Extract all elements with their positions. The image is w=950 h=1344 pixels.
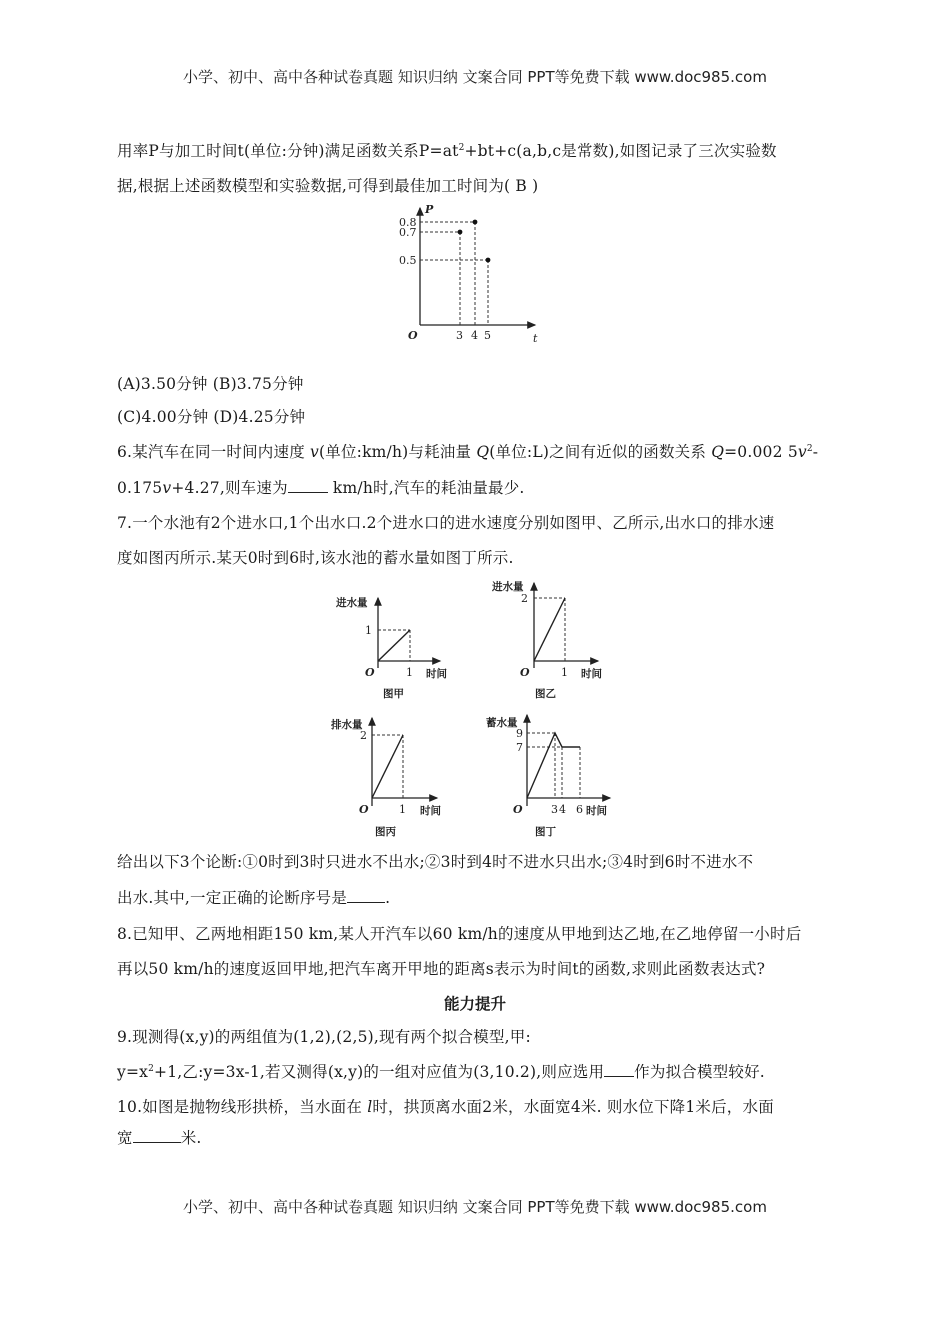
q5-text-b: +bt+c(a,b,c是常数),如图记录了三次实验数	[464, 142, 777, 160]
q6-text: km/h时,汽车的耗油量最少.	[327, 479, 525, 497]
x-axis-label: 时间	[581, 668, 602, 680]
y-tick: 7	[516, 741, 523, 754]
figure-bing	[330, 718, 441, 838]
origin-label: O	[520, 666, 530, 679]
figure-jia	[335, 596, 447, 700]
y-tick: 1	[365, 624, 372, 637]
q5-text-a: 用率P与加工时间t(单位:分钟)满足函数关系P=at	[117, 142, 459, 160]
y-axis-label: 进水量	[492, 581, 524, 593]
x-tick: 4	[559, 803, 566, 816]
y-tick: 2	[521, 592, 528, 605]
x-tick: 1	[399, 803, 406, 816]
q7-line4	[117, 886, 390, 908]
var-Q: Q	[476, 443, 490, 461]
var-v: v	[162, 479, 172, 497]
y-axis-label: P	[425, 203, 434, 216]
y-tick: 0.8	[399, 216, 417, 229]
q9-text: 作为拟合模型较好.	[634, 1063, 765, 1081]
var-Q: Q	[711, 443, 725, 461]
q5-sup: 2	[458, 142, 465, 153]
answer-blank[interactable]	[347, 888, 385, 903]
y-tick: 9	[516, 727, 523, 740]
section-title: 能力提升	[443, 995, 506, 1013]
answer-blank[interactable]	[288, 478, 328, 493]
q10-text: 10.如图是抛物线形拱桥，当水面在	[117, 1098, 368, 1116]
answer-blank[interactable]	[133, 1128, 181, 1143]
q6-text: 0.175	[117, 479, 163, 497]
x-tick: 6	[576, 803, 583, 816]
figure-caption: 图丁	[535, 826, 556, 838]
q7-line1: 7.一个水池有2个进水口,1个出水口.2个进水口的进水速度分别如图甲、乙所示,出水口的排水速	[117, 514, 775, 532]
y-tick: 0.7	[399, 226, 417, 239]
x-axis-label: 时间	[586, 805, 607, 817]
q5-options-row1: (A)3.50分钟 (B)3.75分钟	[117, 375, 304, 393]
q9-text: +1,乙:y=3x-1,若又测得(x,y)的一组对应值为(3,10.2),则应选用	[154, 1063, 605, 1081]
q7-text: 出水.其中,一定正确的论断序号是	[117, 889, 348, 907]
x-tick: 1	[561, 666, 568, 679]
q6-text: (单位:km/h)与耗油量	[319, 443, 477, 461]
q9-line1: 9.现测得(x,y)的两组值为(1,2),(2,5),现有两个拟合模型,甲:	[117, 1028, 531, 1046]
q7-text: .	[385, 889, 391, 907]
x-tick: 3	[456, 329, 463, 342]
q6-text: 6.某汽车在同一时间内速度	[117, 443, 311, 461]
footer-banner: 小学、初中、高中各种试卷真题 知识归纳 文案合同 PPT等免费下载 www.doc985.com	[183, 1198, 767, 1216]
x-tick: 1	[406, 666, 413, 679]
q5-line2: 据,根据上述函数模型和实验数据,可得到最佳加工时间为( B )	[117, 177, 539, 195]
header-banner: 小学、初中、高中各种试卷真题 知识归纳 文案合同 PPT等免费下载 www.doc985.com	[183, 68, 767, 86]
q7-line3: 给出以下3个论断:①0时到3时只进水不出水;②3时到4时不进水只出水;③4时到6时不进水不	[117, 853, 754, 871]
q9-text: y=x	[117, 1063, 149, 1081]
x-axis-label: t	[533, 332, 538, 345]
y-tick: 2	[360, 729, 367, 742]
q6-text: +4.27,则车速为	[171, 479, 288, 497]
answer-blank[interactable]	[604, 1062, 634, 1077]
q8-line2: 再以50 km/h的速度返回甲地,把汽车离开甲地的距离s表示为时间t的函数,求则此函数表达式?	[117, 960, 766, 978]
q10-text: 宽	[117, 1129, 133, 1147]
q9-sup: 2	[148, 1063, 155, 1074]
var-v: v	[310, 443, 319, 461]
x-tick: 3	[551, 803, 558, 816]
q8-line1: 8.已知甲、乙两地相距150 km,某人开汽车以60 km/h的速度从甲地到达乙地,在乙地停留一小时后	[117, 925, 802, 943]
q5-line1	[117, 139, 777, 161]
y-axis-label: 进水量	[336, 597, 368, 609]
origin-label: O	[365, 666, 375, 679]
figure-yi	[491, 580, 602, 700]
x-axis-label: 时间	[420, 805, 441, 817]
figure-caption: 图甲	[383, 688, 404, 700]
y-tick: 0.5	[399, 254, 417, 267]
q10-text: 时，拱顶离水面2米，水面宽4米. 则水位下降1米后，水面	[372, 1098, 774, 1116]
var-v: v	[797, 443, 807, 461]
origin-label: O	[513, 803, 523, 816]
data-point	[473, 220, 478, 225]
q10-line1	[117, 1095, 774, 1117]
data-point	[486, 258, 491, 263]
p-t-graph	[395, 200, 555, 345]
q7-line2: 度如图丙所示.某天0时到6时,该水池的蓄水量如图丁所示.	[117, 549, 514, 567]
q7-figures	[320, 578, 630, 840]
q6-text: =0.002 5	[724, 443, 798, 461]
x-tick: 4	[471, 329, 478, 342]
q10-line2	[117, 1126, 202, 1148]
q9-line2	[117, 1060, 765, 1082]
origin-label: O	[359, 803, 369, 816]
y-axis-label: 排水量	[331, 719, 363, 731]
x-tick: 5	[484, 329, 491, 342]
figure-ding	[486, 715, 610, 838]
figure-caption: 图乙	[535, 688, 556, 700]
q6-text: (单位:L)之间有近似的函数关系	[489, 443, 712, 461]
q6-line2	[117, 476, 525, 498]
x-axis-label: 时间	[426, 668, 447, 680]
q10-text: 米.	[180, 1129, 202, 1147]
q5-options-row2: (C)4.00分钟 (D)4.25分钟	[117, 408, 306, 426]
var-l: l	[367, 1098, 373, 1116]
origin-label: O	[408, 329, 418, 342]
figure-caption: 图丙	[375, 826, 396, 838]
data-point	[458, 230, 463, 235]
y-axis-label: 蓄水量	[486, 717, 518, 729]
q6-sup: 2	[806, 443, 813, 454]
q6-line1	[117, 440, 818, 462]
q6-text: -	[812, 443, 819, 461]
